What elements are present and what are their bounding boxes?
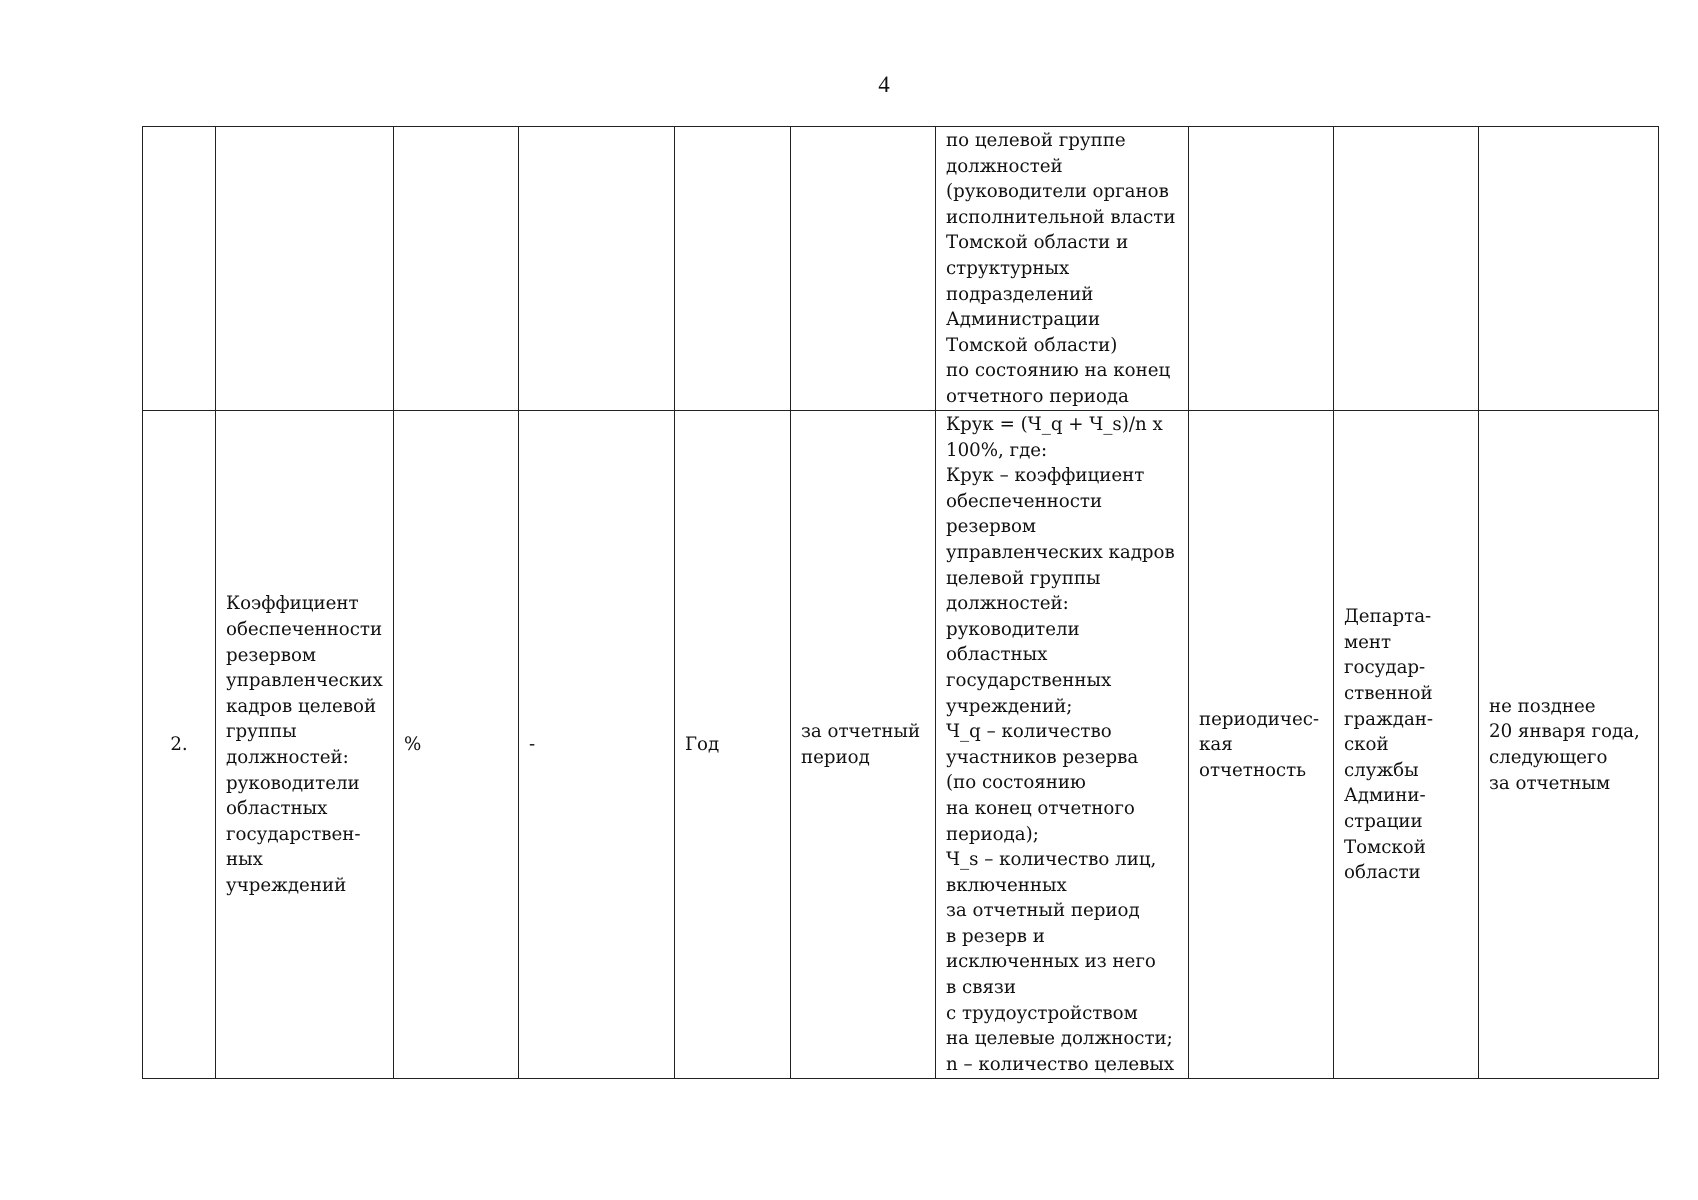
cell-deadline — [1479, 411, 1659, 1079]
text-line: областных — [946, 644, 1048, 666]
text-line: в связи — [946, 977, 1016, 999]
text-line: государственных — [946, 669, 1112, 691]
text-line: ных — [226, 849, 263, 871]
period-text — [801, 719, 925, 770]
text-line: Ч_q – количество — [946, 721, 1112, 743]
text-line: на целевые должности; — [946, 1028, 1173, 1050]
formula-text — [946, 412, 1182, 1077]
cell-period — [791, 411, 936, 1079]
deadline-text — [1489, 694, 1648, 796]
text-line: областных — [226, 798, 328, 820]
text-line: Админи- — [1344, 785, 1426, 807]
text-line: периода); — [946, 823, 1039, 845]
cell-source — [1189, 127, 1334, 411]
text-line: исключенных из него — [946, 951, 1156, 973]
text-line: Томской — [1344, 836, 1426, 858]
text-line: управленческих кадров — [946, 541, 1175, 563]
cell-unit — [394, 127, 519, 411]
text-line: с трудоустройством — [946, 1002, 1138, 1024]
text-line: (по состоянию — [946, 772, 1086, 794]
text-line: Департа- — [1344, 606, 1432, 628]
cell-indicator-name — [216, 411, 394, 1079]
indicator-table — [142, 126, 1659, 1079]
text-line: за отчетный — [801, 721, 921, 743]
text-line: Коэффициент — [226, 593, 359, 615]
text-line: за отчетный период — [946, 900, 1140, 922]
text-line: руководители — [946, 618, 1080, 640]
text-line: в резерв и — [946, 925, 1045, 947]
cell-formula — [936, 127, 1189, 411]
indicator-name-text — [226, 591, 383, 898]
text-line: ской — [1344, 734, 1389, 756]
text-line: Администрации — [946, 309, 1101, 331]
text-line: службы — [1344, 759, 1419, 781]
cell-period — [791, 127, 936, 411]
text-line: группы — [226, 721, 297, 743]
source-text — [1199, 707, 1323, 784]
cell-responsible — [1334, 411, 1479, 1079]
text-line: резервом — [226, 644, 317, 666]
table-row — [143, 127, 1659, 411]
text-line: подразделений — [946, 283, 1094, 305]
text-line: на конец отчетного — [946, 797, 1135, 819]
text-line: руководители — [226, 772, 360, 794]
text-line: период — [801, 747, 870, 768]
text-line: не позднее — [1489, 695, 1596, 717]
text-line: управленческих — [226, 670, 383, 692]
text-line: обеспеченности — [226, 619, 383, 641]
text-line: кая — [1199, 734, 1233, 756]
cell-source — [1189, 411, 1334, 1079]
page-number: 4 — [878, 72, 890, 97]
text-line: включенных — [946, 874, 1067, 896]
text-line: n – количество целевых — [946, 1053, 1175, 1075]
text-line: учреждений; — [946, 695, 1073, 717]
text-line: целевой группы — [946, 567, 1101, 589]
text-line: отчетного периода — [946, 385, 1129, 407]
text-line: по целевой группе — [946, 130, 1126, 151]
cell-unit: % — [394, 411, 519, 1079]
text-line: кадров целевой — [226, 695, 377, 717]
text-line: обеспеченности — [946, 490, 1103, 512]
text-line: отчетность — [1199, 759, 1307, 781]
text-line: государствен- — [226, 823, 361, 845]
formula-text — [946, 128, 1182, 410]
table-row — [143, 411, 1659, 1079]
text-line: 100%, где: — [946, 439, 1048, 461]
text-line: учреждений — [226, 874, 347, 896]
text-line: области — [1344, 862, 1421, 884]
cell-dash — [519, 127, 675, 411]
text-line: следующего — [1489, 747, 1608, 768]
cell-number — [143, 127, 216, 411]
cell-indicator-name — [216, 127, 394, 411]
text-line: ственной — [1344, 683, 1433, 705]
cell-formula — [936, 411, 1189, 1079]
text-line: Ч_s – количество лиц, — [946, 849, 1157, 871]
text-line: структурных — [946, 257, 1070, 279]
text-line: 20 января года, — [1489, 721, 1640, 743]
text-line: должностей: — [946, 593, 1069, 615]
text-line: участников резерва — [946, 746, 1139, 768]
text-line: Крук = (Ч_q + Ч_s)/n x — [946, 414, 1163, 435]
text-line: должностей: — [226, 747, 349, 768]
text-line: государ- — [1344, 657, 1426, 679]
text-line: граждан- — [1344, 708, 1434, 730]
text-line: Томской области и — [946, 232, 1129, 254]
responsible-text — [1344, 604, 1468, 886]
text-line: Крук – коэффициент — [946, 465, 1145, 487]
text-line: страции — [1344, 810, 1423, 832]
cell-dash: - — [519, 411, 675, 1079]
text-line: по состоянию на конец — [946, 360, 1171, 382]
text-line: Томской области) — [946, 334, 1118, 356]
cell-responsible — [1334, 127, 1479, 411]
cell-periodicity: Год — [675, 411, 791, 1079]
cell-number: 2. — [143, 411, 216, 1079]
text-line: (руководители органов — [946, 181, 1169, 203]
cell-deadline — [1479, 127, 1659, 411]
text-line: должностей — [946, 155, 1063, 177]
text-line: исполнительной власти — [946, 206, 1176, 228]
cell-periodicity — [675, 127, 791, 411]
text-line: за отчетным — [1489, 772, 1611, 794]
text-line: резервом — [946, 516, 1037, 538]
text-line: периодичес- — [1199, 708, 1320, 730]
text-line: мент — [1344, 631, 1392, 653]
